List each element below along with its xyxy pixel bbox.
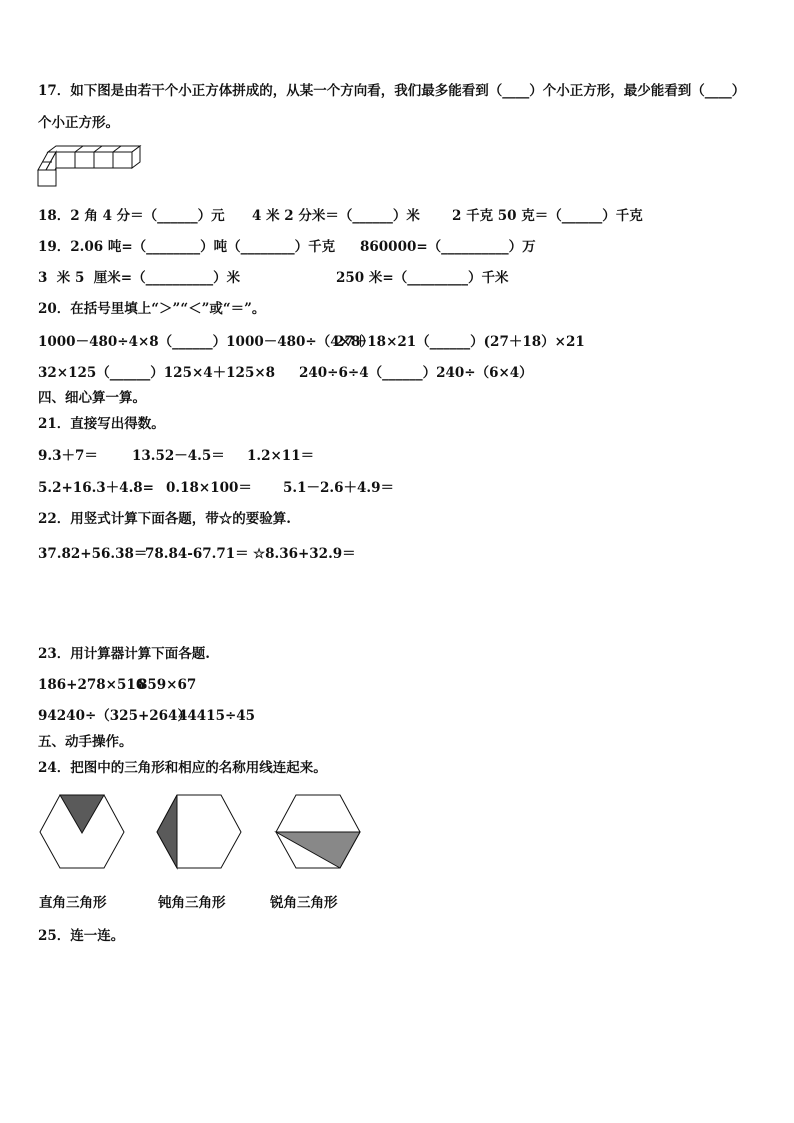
q17-line1: 17．如下图是由若干个小正方体拼成的，从某一个方向看，我们最多能看到（____）个小正方形，最少能看到（____） — [38, 83, 746, 99]
q20-c: 32×125（______）125×4＋125×8 — [38, 365, 276, 381]
q19-d: 250 米=（_________）千米 — [336, 270, 509, 286]
q18-b: 4 米 2 分米＝（______）米 — [252, 208, 420, 224]
cube-figure — [36, 144, 146, 188]
q20-title: 20．在括号里填上“＞”“＜”或“＝”。 — [38, 301, 266, 317]
q21-f: 5.1－2.6＋4.9＝ — [283, 480, 394, 496]
section-4-heading: 四、细心算一算。 — [38, 390, 146, 406]
q22-title: 22．用竖式计算下面各题，带☆的要验算. — [38, 511, 291, 527]
q21-d: 5.2+16.3＋4.8= — [38, 480, 154, 496]
hexagon-figure-3 — [275, 794, 361, 870]
q23-title: 23．用计算器计算下面各题. — [38, 646, 210, 662]
q20-d: 240÷6÷4（______）240÷（6×4） — [299, 365, 533, 381]
q21-b: 13.52－4.5＝ — [132, 448, 225, 464]
q23-d: 44415÷45 — [178, 708, 256, 724]
q18-a: 18．2 角 4 分＝（______）元 — [38, 208, 225, 224]
q17-line2: 个小正方形。 — [38, 115, 119, 131]
q21-c: 1.2×11＝ — [247, 448, 315, 464]
section-5-heading: 五、动手操作。 — [38, 734, 133, 750]
q22-b: 78.84-67.71＝ — [145, 546, 249, 562]
q19-c: 3 米 5 厘米=（__________）米 — [38, 270, 241, 286]
q21-a: 9.3＋7＝ — [38, 448, 98, 464]
q25-title: 25．连一连。 — [38, 928, 125, 944]
q24-label-acute-triangle: 锐角三角形 — [270, 895, 338, 911]
q19-a: 19．2.06 吨=（________）吨（________）千克 — [38, 239, 336, 255]
q21-e: 0.18×100＝ — [166, 480, 252, 496]
q20-a: 1000－480÷4×8（______）1000－480÷（4×8） — [38, 334, 374, 350]
q24-title: 24．把图中的三角形和相应的名称用线连起来。 — [38, 760, 327, 776]
hexagon-figure-1 — [39, 794, 125, 870]
q23-c: 94240÷（325+264） — [38, 708, 191, 724]
q21-title: 21．直接写出得数。 — [38, 416, 165, 432]
hexagon-figure-2 — [156, 794, 242, 870]
q20-b: 27＋18×21（______）(27＋18）×21 — [335, 334, 585, 350]
q19-b: 860000=（__________）万 — [360, 239, 536, 255]
q24-label-right-triangle: 直角三角形 — [39, 895, 107, 911]
q23-a: 186+278×516 — [38, 677, 146, 693]
q22-a: 37.82+56.38＝ — [38, 546, 148, 562]
q18-c: 2 千克 50 克＝（______）千克 — [452, 208, 643, 224]
q23-b: 859×67 — [138, 677, 197, 693]
q24-label-obtuse-triangle: 钝角三角形 — [158, 895, 226, 911]
q22-c: ☆8.36+32.9＝ — [253, 546, 356, 562]
